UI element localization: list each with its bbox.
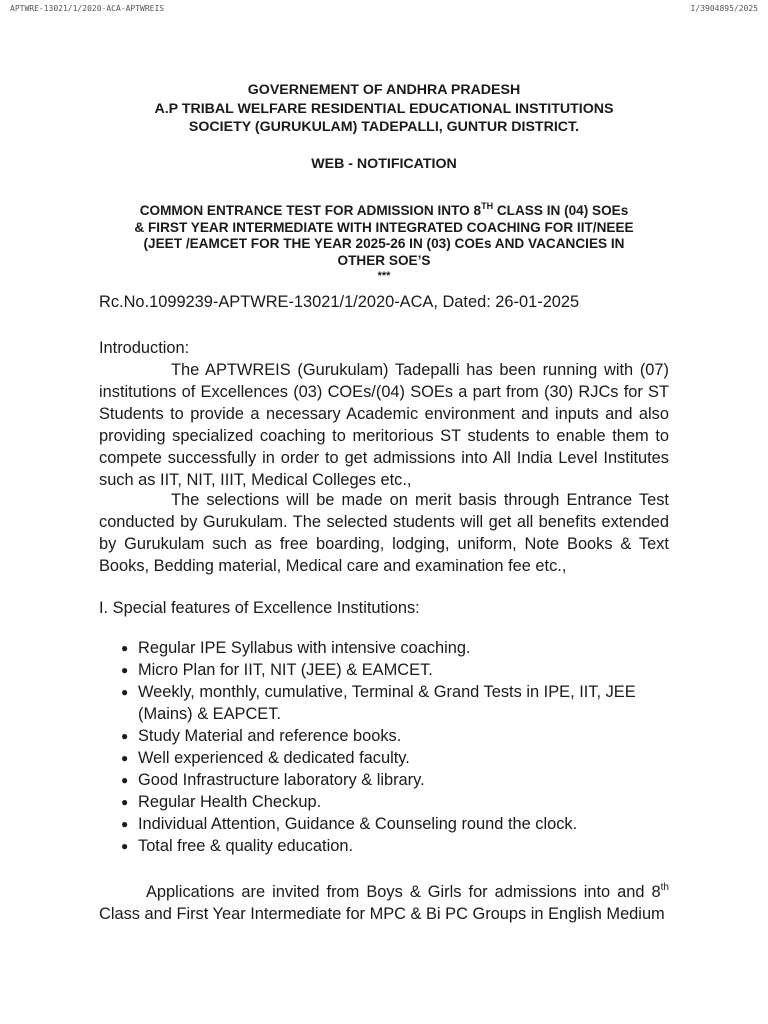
introduction-paragraph-2 — [99, 489, 669, 577]
gov-header-line-3: SOCIETY (GURUKULAM) TADEPALLI, GUNTUR DISTRICT. — [188, 119, 580, 135]
feature-list-item — [99, 769, 669, 791]
feature-text: Well experienced & dedicated faculty. — [138, 749, 410, 767]
bullet-icon: ● — [121, 773, 129, 787]
feature-text: Total free & quality education. — [138, 837, 354, 855]
feature-text: Regular IPE Syllabus with intensive coaching. — [138, 639, 471, 657]
feature-list-item — [99, 681, 669, 725]
applications-paragraph — [99, 881, 669, 925]
gov-header-line-1: GOVERNEMENT OF ANDHRA PRADESH — [247, 82, 521, 98]
paragraph-2-text: The selections will be made on merit basis through Entrance Test conducted by Gurukulam. The selected students will get all benefits extended by Gurukulam such as free boarding, lodging, uniform, Note Books & Text Books, Bedding material, Medical care and examination fee etc., — [99, 491, 669, 575]
bullet-icon: ● — [121, 817, 129, 831]
bullet-icon: ● — [121, 839, 129, 853]
web-notification-title: WEB - NOTIFICATION — [311, 156, 457, 172]
subject-line-2: & FIRST YEAR INTERMEDIATE WITH INTEGRATED COACHING FOR IIT/NEEE — [134, 219, 634, 235]
special-features-heading: I. Special features of Excellence Institutions: — [99, 599, 420, 617]
subject-part-2: CLASS IN (04) SOEs — [493, 203, 629, 218]
gov-header-line-2: A.P TRIBAL WELFARE RESIDENTIAL EDUCATIONAL INSTITUTIONS — [154, 100, 614, 117]
subject-superscript: TH — [481, 201, 494, 211]
feature-text: Study Material and reference books. — [138, 727, 402, 745]
document-id: I/3904895/2025 — [690, 4, 758, 13]
feature-text: Regular Health Checkup. — [138, 793, 322, 811]
subject-line-4: OTHER SOE’S — [337, 252, 431, 268]
bullet-icon: ● — [121, 663, 129, 677]
bullet-icon: ● — [121, 751, 129, 765]
introduction-label: Introduction: — [99, 339, 190, 357]
feature-list-item — [99, 725, 669, 747]
paragraph-1-text: The APTWREIS (Gurukulam) Tadepalli has been running with (07) institutions of Excellences (03) COEs/(04) SOEs a part from (30) RJCs for ST Students to provide a necessary Academic environment and inputs and also providing specialized coaching to meritorious ST students to enable them to compete successfully in order to get admissions into All India Level Institutes such as IIT, NIT, IIIT, Medical Colleges etc., — [99, 361, 669, 489]
feature-list-item — [99, 659, 669, 681]
separator-stars: *** — [377, 270, 391, 282]
notification-subject — [94, 203, 674, 269]
introduction-paragraph-1 — [99, 359, 669, 491]
bullet-icon: ● — [121, 729, 129, 743]
file-number: APTWRE-13021/1/2020-ACA-APTWREIS — [10, 4, 165, 13]
reference-number: Rc.No.1099239-APTWRE-13021/1/2020-ACA, Dated: 26-01-2025 — [99, 293, 580, 311]
government-header — [99, 81, 669, 137]
applications-part-1: Applications are invited from Boys & Girls for admissions into and 8 — [146, 883, 661, 901]
document-header-bar — [0, 4, 768, 18]
bullet-icon: ● — [121, 795, 129, 809]
feature-text: Weekly, monthly, cumulative, Terminal & Grand Tests in IPE, IIT, JEE (Mains) & EAPCET. — [138, 683, 636, 723]
bullet-icon: ● — [121, 641, 129, 655]
feature-list-item — [99, 747, 669, 769]
subject-part-1: COMMON ENTRANCE TEST FOR ADMISSION INTO 8 — [139, 203, 482, 218]
feature-list-item — [99, 813, 669, 835]
subject-line-3: (JEET /EAMCET FOR THE YEAR 2025-26 IN (03) COEs AND VACANCIES IN — [143, 236, 625, 251]
feature-text: Micro Plan for IIT, NIT (JEE) & EAMCET. — [138, 661, 433, 679]
applications-superscript: th — [660, 882, 669, 893]
special-features-list — [99, 637, 669, 857]
applications-part-2: Class and First Year Intermediate for MPC & Bi PC Groups in English Medium — [99, 905, 665, 923]
feature-list-item — [99, 637, 669, 659]
feature-text: Individual Attention, Guidance & Counseling round the clock. — [138, 815, 578, 833]
bullet-icon: ● — [121, 685, 129, 699]
feature-text: Good Infrastructure laboratory & library. — [138, 771, 425, 789]
feature-list-item — [99, 791, 669, 813]
feature-list-item — [99, 835, 669, 857]
